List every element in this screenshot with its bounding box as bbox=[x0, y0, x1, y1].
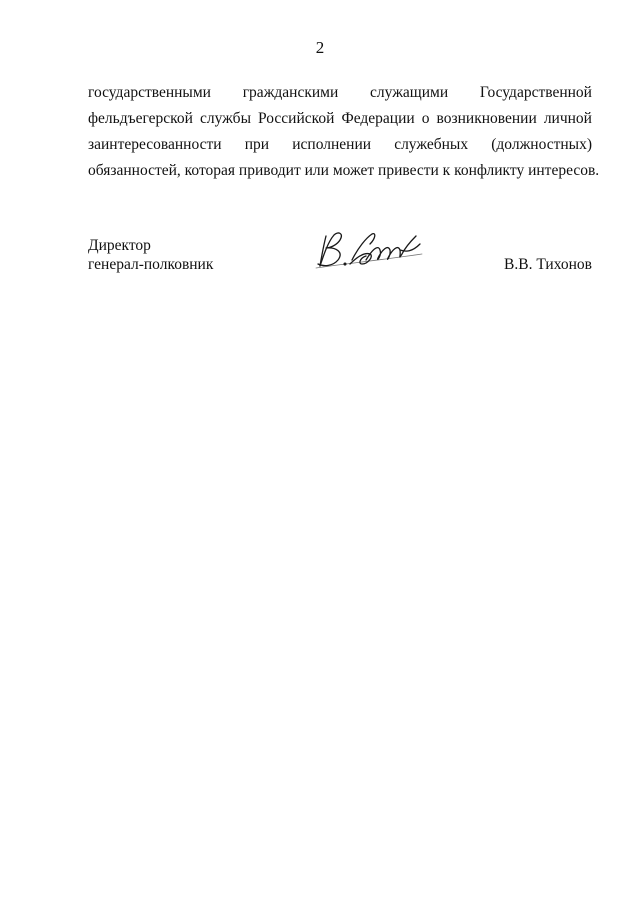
handwritten-signature bbox=[312, 230, 424, 272]
word: службы bbox=[200, 110, 251, 127]
word: Государственной bbox=[479, 84, 592, 101]
paragraph-line-3 bbox=[88, 132, 592, 158]
military-rank: генерал-полковник bbox=[88, 256, 214, 273]
paragraph-line-4 bbox=[88, 158, 600, 184]
word: Федерации bbox=[341, 110, 415, 127]
signature-block bbox=[88, 236, 592, 286]
word: личной bbox=[543, 110, 592, 127]
signatory-position bbox=[88, 236, 213, 274]
page-number: 2 bbox=[315, 38, 325, 57]
word: при bbox=[244, 136, 270, 153]
word: гражданскими bbox=[242, 84, 339, 101]
word: государственными bbox=[88, 84, 211, 101]
word: (должностных) bbox=[491, 136, 592, 153]
signatory-name: В.В. Тихонов bbox=[504, 256, 592, 273]
paragraph-line-1 bbox=[88, 80, 592, 106]
word: служащими bbox=[370, 84, 449, 101]
paragraph-line-2 bbox=[88, 106, 592, 132]
word: фельдъегерской bbox=[88, 110, 193, 127]
word: заинтересованности bbox=[88, 136, 222, 153]
word: возникновении bbox=[436, 110, 537, 127]
word: Российской bbox=[258, 110, 335, 127]
word: исполнении bbox=[292, 136, 372, 153]
word: обязанностей, которая приводит или может привести к конфликту интересов. bbox=[88, 162, 600, 179]
word: о bbox=[421, 110, 430, 127]
word: служебных bbox=[394, 136, 469, 153]
body-paragraph bbox=[88, 80, 600, 184]
position-title: Директор bbox=[88, 237, 151, 254]
